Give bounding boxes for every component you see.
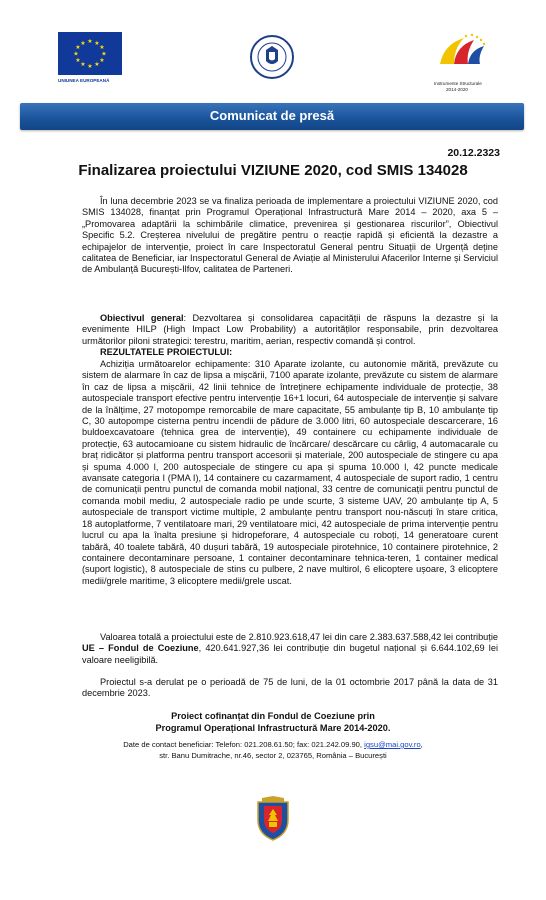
paragraph-intro [82,196,498,276]
contact-email-link[interactable]: igsu@mai.gov.ro [364,740,421,749]
cofinancing-line-1: Proiect cofinanțat din Fondul de Coeziune prin [171,711,375,721]
svg-text:★: ★ [80,40,86,47]
svg-text:★: ★ [101,50,107,58]
svg-text:★: ★ [75,44,81,51]
contact-phone-fax: Date de contact beneficiar: Telefon: 021.208.61.50; fax: 021.242.09.90, [123,740,365,749]
svg-text:★: ★ [87,38,93,45]
press-release-banner [20,103,524,130]
paragraph-objective [82,313,498,347]
cofinancing-note [0,710,546,734]
value-text-b: UE – Fondul de Coeziune [82,643,199,654]
header-logos [0,0,546,96]
structural-instruments-logo [430,30,506,92]
government-seal-icon [249,34,295,80]
paragraph-intro-text: În luna decembrie 2023 se va finaliza perioada de implementare a proiectului VIZIUNE 2020, cod SMIS 134028, finanțat prin Programul Operațional Infrastructură Mare 2014 – 2020, axa 5 – „Promovarea adaptării la schimbările climatice, prevenirea și gestionarea riscurilor”, Obiectivul Specific 5.2. Creșterea nivelului de pregătire pentru o reacție rapidă și eficientă la dezastre a echipajelor de intervenție, proiect în care Inspectoratul General pentru Situații de Urgență deține calitatea de Beneficiar, iar Inspectoratul General de Aviație al Ministerului Afacerilor Interne și Serviciul de Ambulanță București-Ilfov, calitatea de Parteneri. [82,196,498,275]
paragraph-duration [82,677,498,700]
is-caption-years: 2014-2020 [446,86,468,92]
paragraph-results [82,359,498,587]
structural-instruments-icon [430,30,490,76]
eu-logo [58,32,122,83]
svg-text:★: ★ [80,61,86,68]
contact-line-1 [0,740,546,750]
document-date: 20.12.2323 [447,147,500,159]
banner-title: Comunicat de presă [209,108,335,123]
objective-label: Obiectivul general [100,313,184,323]
results-heading [82,347,498,358]
value-text-c: , 420.641.927,36 lei contribuție din bugetul național și 6.644.102,69 lei valoare neeligibilă. [82,643,498,665]
results-text: Achiziția următoarelor echipamente: 310 Aparate izolante, cu autonomie mărită, prevăzute cu sistem de alarmare în caz de lipsa a mișcării, 7100 aparate izolante, prevăzute cu sistem de alarmare în caz de lipsa a mișcării, 42 linii tehnice de întreținere echipamente individuale de protecție, 38 autospeciale transport efective pentru intervenție 16+1 locuri, 64 autospeciale de intervenție și salvare de la înălțime, 27 motopompe remorcabile de mare capacitate, 55 ambulanțe tip B, 10 ambulanțe tip C, 30 autopompe cisterna pentru incendii de pădure de 3.000 litri, 60 autospeciale descarcerare, 16 buldoexcavatoare (tehnica grea de intervenție), 49 containere cu echipamente individuale de protecție, 63 autocamioane cu sistem hidraulic de încărcare/ descărcare cu cârlig, 4 automacarale cu braț ridicător și platforma pentru transport accesorii și materiale, 200 autospeciale de stingere cu apa și spuma 4.000 l, 200 autospeciale de stingere cu apa și spuma 10.000 l, 42 puncte medicale avansate categoria I (PMA I), 14 containere cu cazarmament, 4 autospeciale de suport radio, 1 centru de comunicații pentru punctul de comanda mobil național, 33 centre de comunicații pentru punctul de comanda mobil mediu, 2 autospeciale radio pe unde scurte, 3 sisteme UAV, 20 ambulanțe tip A, 5 autospeciale de transport victime multiple, 2 ambulanțe pentru transport nou-născuți în stare critica, 18 autoplatforme, 7 ventilatoare mari, 29 ventilatoare mici, 42 autospeciale de prima intervenție pentru lucrul cu apa la înalta presiune și hidropeforare, 4 autospeciale cu roboți, 14 generatoare curent tabără, 40 toalete tabără, 40 dușuri tabără, 19 autospeciale pirotehnice, 10 containere pirotehnice, 2 containere decontaminare persoane, 1 container decontaminare tehnica-teren, 1 container medical (suport logistic), 8 autospeciale de stins cu pulbere, 2 nave multirol, 6 elicoptere ușoare, 3 elicoptere medii/grele maritime, 3 elicoptere medii/grele uscat. [82,359,498,586]
igsu-crest-icon [254,796,292,842]
results-heading-text: REZULTATELE PROIECTULUI: [100,347,233,357]
eu-flag-icon [58,32,122,75]
contact-comma: , [420,740,423,749]
contact-address: str. Banu Dumitrache, nr.46, sector 2, 023765, România – București [159,751,387,760]
svg-text:★: ★ [99,44,105,51]
svg-text:★: ★ [73,50,79,58]
svg-text:★: ★ [94,61,100,68]
value-text-a: Valoarea totală a proiectului este de 2.810.923.618,47 lei din care 2.383.637.588,42 lei contribuție [100,632,498,642]
is-caption: Instrumente Structurale [434,81,482,86]
paragraph-value [82,632,498,666]
eu-caption: UNIUNEA EUROPEANĂ [58,78,110,83]
objective-text: : Dezvoltarea și consolidarea capacității de răspuns la dezastre și la evenimente HILP (High Impact Low Probability) a autorităților responsabile, prin dezvoltarea următorilor piloni strategici: terestru, maritim, aerian, respectiv comandă și control. [82,313,498,346]
cofinancing-line-2: Programul Operațional Infrastructură Mare 2014-2020. [155,723,391,733]
svg-text:★: ★ [94,40,100,47]
duration-text: Proiectul s-a derulat pe o perioadă de 75 de luni, de la 01 octombrie 2017 până la data de 31 decembrie 2023. [82,677,498,699]
svg-text:★: ★ [99,57,105,64]
svg-text:★: ★ [87,63,93,70]
document-title: Finalizarea proiectului VIZIUNE 2020, cod SMIS 134028 [78,162,468,179]
svg-text:★: ★ [75,57,81,64]
